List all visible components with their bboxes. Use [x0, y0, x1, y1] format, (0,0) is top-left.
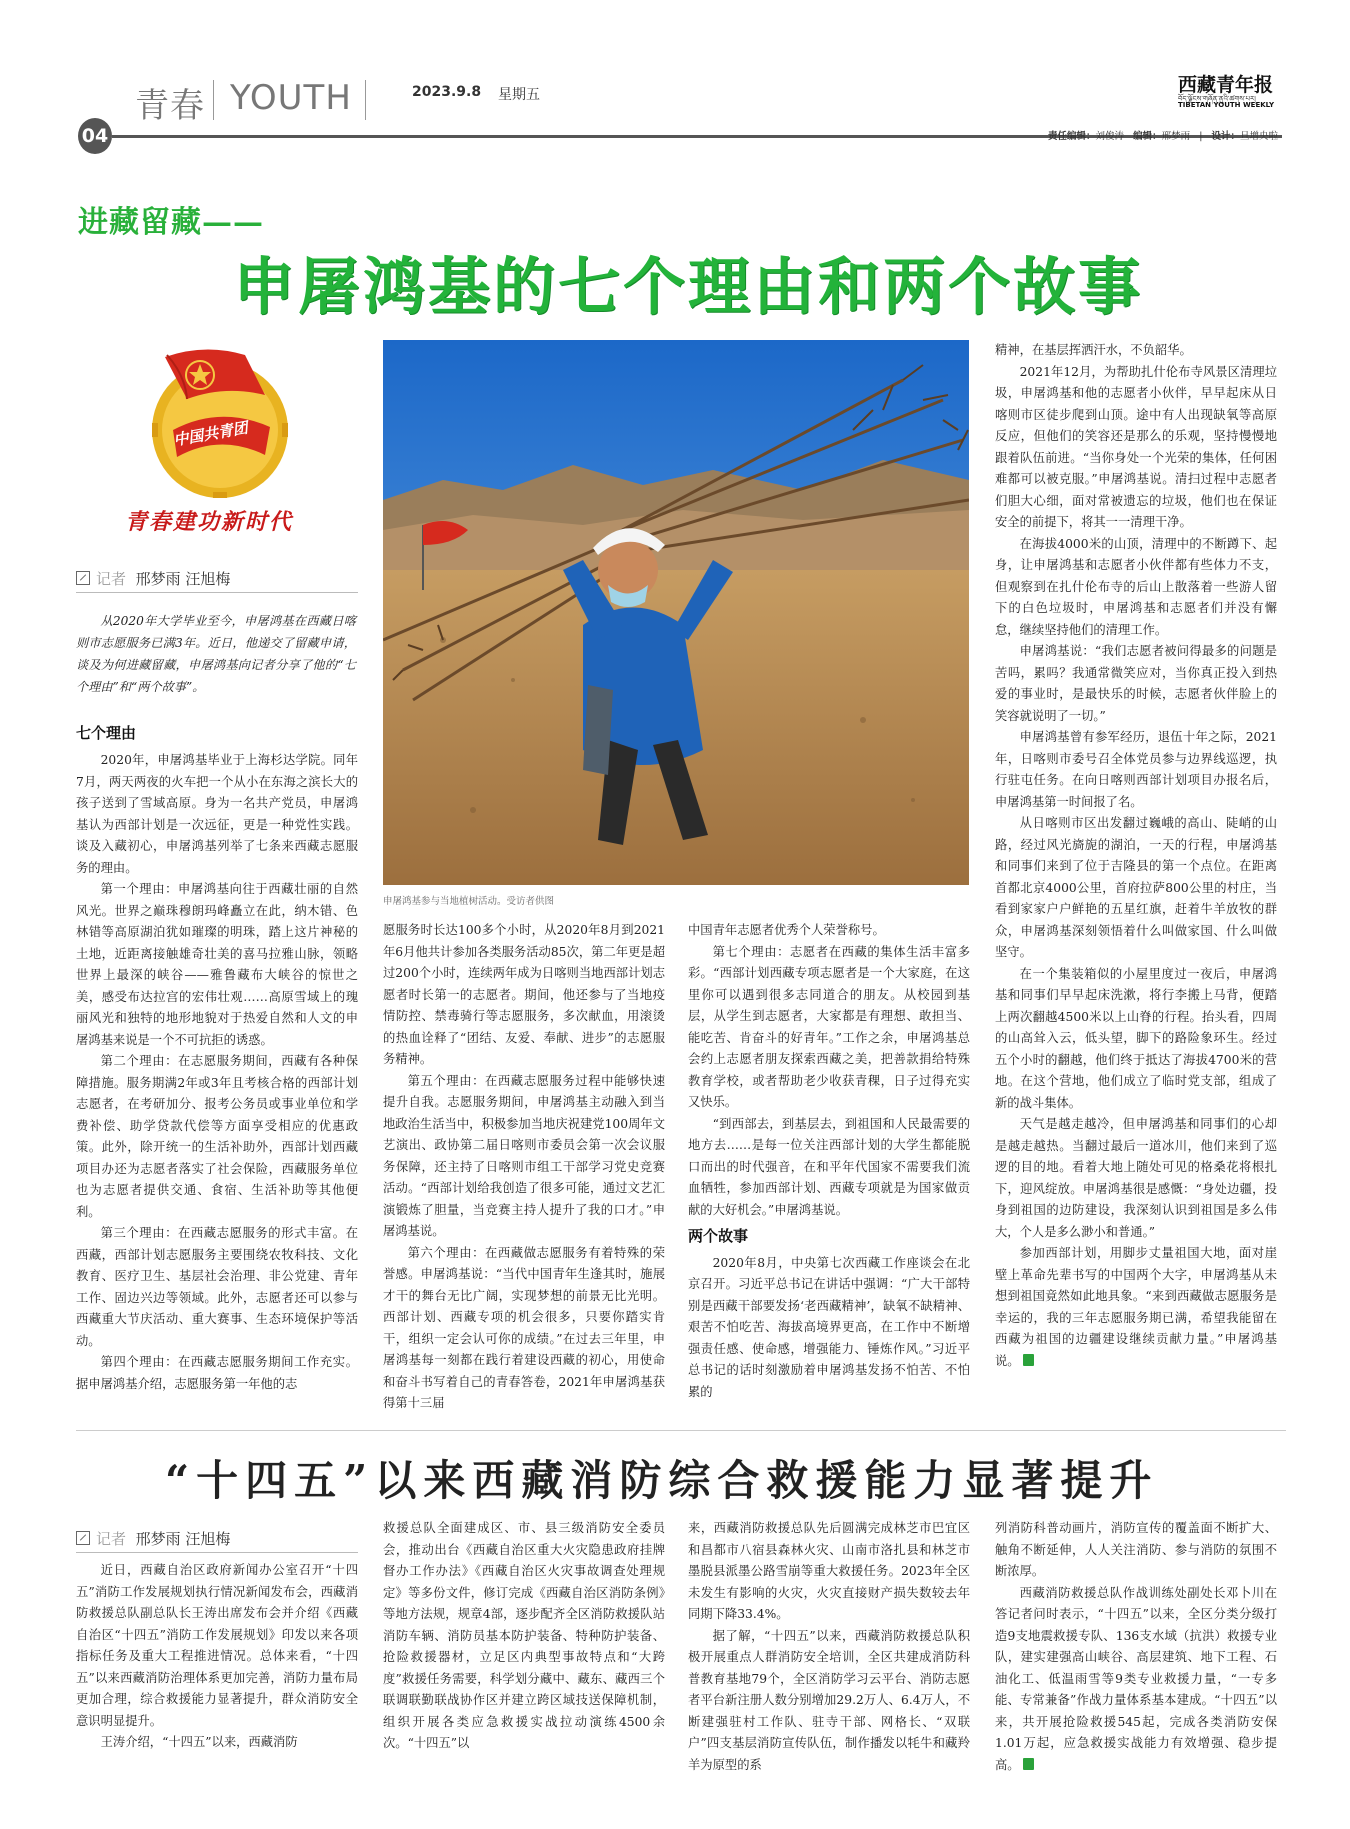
paragraph: 天气是越走越冷，但申屠鸿基和同事们的心却是越走越热。当翻过最后一道冰川，他们来到了巡逻的目的地。看着大地上随处可见的格桑花将根扎下，迎风绽放。申屠鸿基很是感慨：“身处边疆，投身到祖国的边防建设，我深刻认识到祖国是多么伟大，个人是多么渺小和普通。” — [995, 1117, 1277, 1239]
paragraph: 第七个理由：志愿者在西藏的集体生活丰富多彩。“西部计划西藏专项志愿者是一个大家庭，在这里你可以遇到很多志同道合的朋友。从校园到基层，从学生到志愿者，大家都是有理想、敢担当、能吃苦、肯奋斗的好青年。”工作之余，申屠鸿基总会约上志愿者朋友探索西藏之美，把善款捐给特殊教育学校，或者帮助老少收获青稞，日子过得充实又快乐。 — [688, 944, 970, 1109]
paragraph: 在海拔4000米的山顶，清理中的不断蹲下、起身，让申屠鸿基和志愿者小伙伴都有些体力不支，但观察到在扎什伦布寺的后山上散落着一些游人留下的白色垃圾时，申屠鸿基和志愿者们并没有懈怠，继续坚持他们的清理工作。 — [995, 536, 1277, 637]
edit-icon — [76, 571, 90, 585]
paragraph: 第四个理由：在西藏志愿服务期间工作充实。据申屠鸿基介绍，志愿服务第一年他的志 — [76, 1355, 358, 1391]
credit-edit: 邢梦雨 — [1161, 131, 1191, 142]
byline-rule — [76, 592, 358, 593]
paragraph: 来，西藏消防救援总队先后圆满完成林芝市巴宜区和昌都市八宿县森林火灾、山南市洛扎县和林芝市墨脱县派墨公路雪崩等重大救援任务。2023年全区未发生有影响的火灾，火灾直接财产损失数较去年同期下降33.4%。 — [688, 1521, 970, 1621]
paragraph — [995, 1583, 1277, 1777]
credit-design: 旦增央啦 — [1239, 131, 1278, 142]
article-lead: 从2020年大学毕业至今，申屠鸿基在西藏日喀则市志愿服务已满3年。近日，他递交了留藏申请，谈及为何进藏留藏，申屠鸿基向记者分享了他的“七个理由”和“两个故事”。 — [76, 614, 356, 694]
article-title: 申屠鸿基的七个理由和两个故事 — [233, 250, 1144, 323]
article-column-3 — [688, 920, 970, 1403]
article-column-1 — [76, 750, 358, 1395]
paragraph: 在一个集装箱似的小屋里度过一夜后，申屠鸿基和同事们早早起床洗漱，将行李搬上马背，便踏上两次翻越4500米以上山脊的行程。抬头看，四周的山高耸入云，低头望，脚下的路险象环生。经过五个小时的翻越，他们终于抵达了海拔4700米的营地。在这个营地，他们成立了临时党支部，组成了新的战斗集体。 — [995, 966, 1277, 1110]
issue-weekday: 星期五 — [498, 87, 540, 103]
paragraph: 精神，在基层挥洒汗水，不负韶华。 — [995, 343, 1192, 357]
credit-design-label: 设计： — [1211, 131, 1240, 142]
paragraph: 近日，西藏自治区政府新闻办公室召开“十四五”消防工作发展规划执行情况新闻发布会，西藏消防救援总队副总队长王涛出席发布会并介绍《西藏自治区“十四五”消防工作发展规划》印发以来各项指标任务及重大工程推进情况。总体来看，“十四五”以来西藏消防治理体系更加完善，消防力量布局更加合理，综合救援能力显著提升，群众消防安全意识明显提升。 — [76, 1563, 358, 1728]
paragraph: 2020年8月，中央第七次西藏工作座谈会在北京召开。习近平总书记在讲话中强调：“广大干部特别是西藏干部要发扬‘老西藏精神’，缺氧不缺精神、艰苦不怕吃苦、海拔高境界更高，在工作中不断增强责任感、使命感，增强能力、锤炼作风。”习近平总书记的话时刻激励着申屠鸿基发扬不怕苦、不怕累的 — [688, 1255, 970, 1399]
paragraph: “到西部去，到基层去，到祖国和人民最需要的地方去……是每一位关注西部计划的大学生都能脱口而出的时代强音，在和平年代国家不需要我们流血牺牲，参加西部计划、西藏专项就是为国家做贡献的大好机会。”申屠鸿基说。 — [688, 1116, 970, 1217]
emblem-text: 中国共青团 — [172, 418, 250, 450]
masthead-title: 西藏青年报 — [1178, 74, 1274, 96]
paragraph — [995, 1243, 1277, 1372]
credit-editor-label: 责任编辑： — [1048, 131, 1096, 142]
paragraph-text: 参加西部计划，用脚步丈量祖国大地，面对崖壁上革命先辈书写的中国两个大字，申屠鸿基从未想到祖国竟然如此地具象。“来到西藏做志愿服务是幸运的，我的三年志愿服务期已满，希望我能留在西藏为祖国的边疆建设继续贡献力量。”申屠鸿基说。 — [995, 1246, 1277, 1368]
article-column-2 — [383, 920, 665, 1415]
paragraph: 2020年，申屠鸿基毕业于上海杉达学院。同年7月，两天两夜的火车把一个从小在东海之滨长大的孩子送到了雪域高原。身为一名共产党员，申屠鸿基认为西部计划是一次远征，更是一种党性实践。谈及入藏初心，申屠鸿基列举了七条来西藏志愿服务的理由。 — [76, 753, 358, 875]
paragraph: 从日喀则市区出发翻过巍峨的高山、陡峭的山路，经过风光旖旎的湖泊，一天的行程，申屠鸿基和同事们来到了位于吉隆县的第一个点位。在距离首都北京4000公里，首府拉萨800公里的村庄，当看到家家户户鲜艳的五星红旗，赶着牛羊放牧的群众，申屠鸿基深刻领悟着什么叫做家国、什么叫做坚守。 — [995, 816, 1277, 959]
masthead-english: TIBETAN YOUTH WEEKLY — [1178, 101, 1275, 109]
masthead-tibetan: བོད་ལྗོངས་གཞོན་ནུའི་ཚགས་པར། — [1178, 95, 1256, 103]
credit-edit-label: 编辑： — [1133, 131, 1162, 142]
paragraph: 申屠鸿基曾有参军经历，退伍十年之际，2021年，日喀则市委号召全体党员参与边界线巡逻，执行驻屯任务。在向日喀则西部计划项目办报名后，申屠鸿基第一时间报了名。 — [995, 730, 1277, 809]
paragraph: 第二个理由：在志愿服务期间，西藏有各种保障措施。服务期满2年或3年且考核合格的西部计划志愿者，在考研加分、报考公务员或事业单位和学费补偿、助学贷款代偿等方面享受相应的优惠政策。此外，除开统一的生活补助外，西部计划西藏项目办还为志愿者落实了社会保险，西藏服务单位也为志愿者提供交通、食宿、生活补助等其他便利。 — [76, 1054, 358, 1219]
section-title-en: YOUTH — [230, 78, 352, 118]
article2-title: “十四五”以来西藏消防综合救援能力显著提升 — [165, 1456, 1159, 1505]
paragraph: 中国青年志愿者优秀个人荣誉称号。 — [688, 923, 885, 937]
article-column-4 — [995, 340, 1277, 1372]
section-title — [135, 78, 205, 127]
paragraph: 申屠鸿基说：“我们志愿者被问得最多的问题是苦吗，累吗？我通常微笑应对，当你真正投入到热爱的事业时，是最快乐的时候，志愿者伙伴脸上的笑容就说明了一切。” — [995, 644, 1277, 723]
paragraph: 愿服务时长达100多个小时，从2020年8月到2021年6月他共计参加各类服务活动85次，第二年更是超过200个小时，连续两年成为日喀则当地西部计划志愿者时长第一的志愿者。期间，他还参与了当地疫情防控、禁毒骑行等志愿服务，多次献血，用滚烫的热血诠释了“团结、友爱、奉献、进步”的志愿服务精神。 — [383, 923, 665, 1066]
paragraph-text: 西藏消防救援总队作战训练处副处长邓卜川在答记者问时表示，“十四五”以来，全区分类分级打造9支地震救援专队、136支水域（抗洪）救援专业队，建实建强高山峡谷、高层建筑、地下工程、石油化工、低温雨雪等9类专业救援力量，“一专多能、专常兼备”作战力量体系基本建成。“十四五”以来，共开展抢险救援545起，完成各类消防安保1.01万起，应急救援实战能力有效增强、稳步提高。 — [995, 1585, 1277, 1772]
end-mark-icon — [1023, 1758, 1034, 1770]
byline-rule — [76, 1552, 358, 1553]
byline-label: 记者 — [96, 570, 127, 588]
paragraph: 第六个理由：在西藏做志愿服务有着特殊的荣誉感。申屠鸿基说：“当代中国青年生逢其时，施展才干的舞台无比广阔，实现梦想的前景无比光明。西部计划、西藏专项的机会很多，只要你踏实肯干，组织一定会认可你的成绩。”在过去三年里，申屠鸿基每一刻都在践行着建设西藏的初心，用使命和奋斗书写着自己的青春答卷，2021年申屠鸿基获得第十三届 — [383, 1245, 665, 1410]
paragraph: 据了解，“十四五”以来，西藏消防救援总队积极开展重点人群消防安全培训，全区共建成消防科普教育基地79个，全区消防学习云平台、消防志愿者平台新注册人数分别增加29.2万人、6.4万人，不断建强驻村工作队、驻寺干部、网格长、“双联户”四支基层消防宣传队伍，制作播发以牦牛和藏羚羊为原型的系 — [688, 1628, 970, 1772]
edit-icon — [76, 1531, 90, 1545]
byline-names: 邢梦雨 汪旭梅 — [135, 570, 231, 588]
article2-column-3 — [688, 1518, 970, 1776]
paragraph: 第一个理由：申屠鸿基向往于西藏壮丽的自然风光。世界之巅珠穆朗玛峰矗立在此，纳木错、色林错等高原湖泊犹如璀璨的明珠，踏上这片神秘的土地，近距离接触雄奇壮美的喜马拉雅山脉，领略世界上最深的峡谷——雅鲁藏布大峡谷的惊世之美，感受布达拉宫的宏伟壮观……高原雪域上的瑰丽风光和独特的地形地貌对于热爱自然和人文的申屠鸿基来说是一个不可抗拒的诱惑。 — [76, 882, 358, 1047]
editor-credits: 责任编辑：刘俊涛 编辑：邢梦雨 | 设计：旦增央啦 — [1048, 131, 1278, 142]
byline-label: 记者 — [96, 1530, 127, 1548]
byline-names: 邢梦雨 汪旭梅 — [135, 1530, 231, 1548]
article-photo — [383, 340, 969, 885]
article2-column-1 — [76, 1560, 358, 1754]
subhead-seven-reasons: 七个理由 — [76, 724, 137, 742]
paragraph: 第五个理由：在西藏志愿服务过程中能够快速提升自我。志愿服务期间，申屠鸿基主动融入到当地政治生活当中，积极参加当地庆祝建党100周年文艺演出、政协第二届日喀则市委员会第一次会议服务保障，还主持了日喀则市组工干部学习党史竞赛活动。“西部计划给我创造了很多可能，通过文艺汇演锻炼了胆量，当竞赛主持人提升了我的口才。”申屠鸿基说。 — [383, 1073, 665, 1238]
header-divider — [213, 80, 214, 120]
paragraph: 第三个理由：在西藏志愿服务的形式丰富。在西藏，西部计划志愿服务主要围绕农牧科技、文化教育、医疗卫生、基层社会治理、非公党建、青年工作、固边兴边等领域。此外，志愿者还可以参与西藏重大节庆活动、重大赛事、生态环境保护等活动。 — [76, 1226, 358, 1348]
end-mark-icon — [1023, 1354, 1034, 1366]
article-separator — [76, 1430, 1286, 1431]
photo-illustration — [383, 340, 969, 885]
article2-byline — [76, 1528, 230, 1549]
emblem-slogan: 青春建功新时代 — [125, 509, 294, 535]
credit-editor: 刘俊涛 — [1095, 131, 1125, 142]
article-kicker: 进藏留藏—— — [78, 205, 264, 240]
article2-column-4 — [995, 1518, 1277, 1776]
header-divider — [365, 80, 366, 120]
paragraph: 列消防科普动画片，消防宣传的覆盖面不断扩大、触角不断延伸，人人关注消防、参与消防的氛围不断浓厚。 — [995, 1521, 1277, 1578]
issue-date: 2023.9.8 — [412, 84, 482, 100]
subhead-two-stories: 两个故事 — [688, 1227, 749, 1245]
page-number-badge: 04 — [78, 118, 112, 154]
photo-caption: 申屠鸿基参与当地植树活动。受访者供图 — [383, 896, 555, 907]
article2-column-2 — [383, 1518, 665, 1755]
paragraph: 王涛介绍，“十四五”以来，西藏消防 — [100, 1735, 298, 1749]
paragraph: 救援总队全面建成区、市、县三级消防安全委员会，推动出台《西藏自治区重大火灾隐患政府挂牌督办工作办法》《西藏自治区火灾事故调查处理规定》等多份文件，修订完成《西藏自治区消防条例》等地方法规，规章4部，逐步配齐全区消防救援队站消防车辆、消防员基本防护装备、特种防护装备、抢险救援器材，立足区内典型事故特点和“大跨度”救援任务需要，科学划分藏中、藏东、藏西三个联调联勤联战协作区并建立跨区域技送保障机制，组织开展各类应急救援实战拉动演练4500余次。“十四五”以 — [383, 1521, 665, 1750]
byline — [76, 568, 230, 589]
section-title-cn: 青春 — [135, 86, 205, 126]
paragraph: 2021年12月，为帮助扎什伦布寺风景区清理垃圾，申屠鸿基和他的志愿者小伙伴，早早起床从日喀则市区徒步爬到山顶。途中有人出现缺氧等高原反应，但他们的笑容还是那么的乐观，坚持慢慢地跟着队伍前进。“当你身处一个光荣的集体，任何困难都可以被克服。”申屠鸿基说。清扫过程中志愿者们胆大心细，面对常被遗忘的垃圾，他们也在保证安全的前提下，将其一一清理干净。 — [995, 364, 1277, 529]
